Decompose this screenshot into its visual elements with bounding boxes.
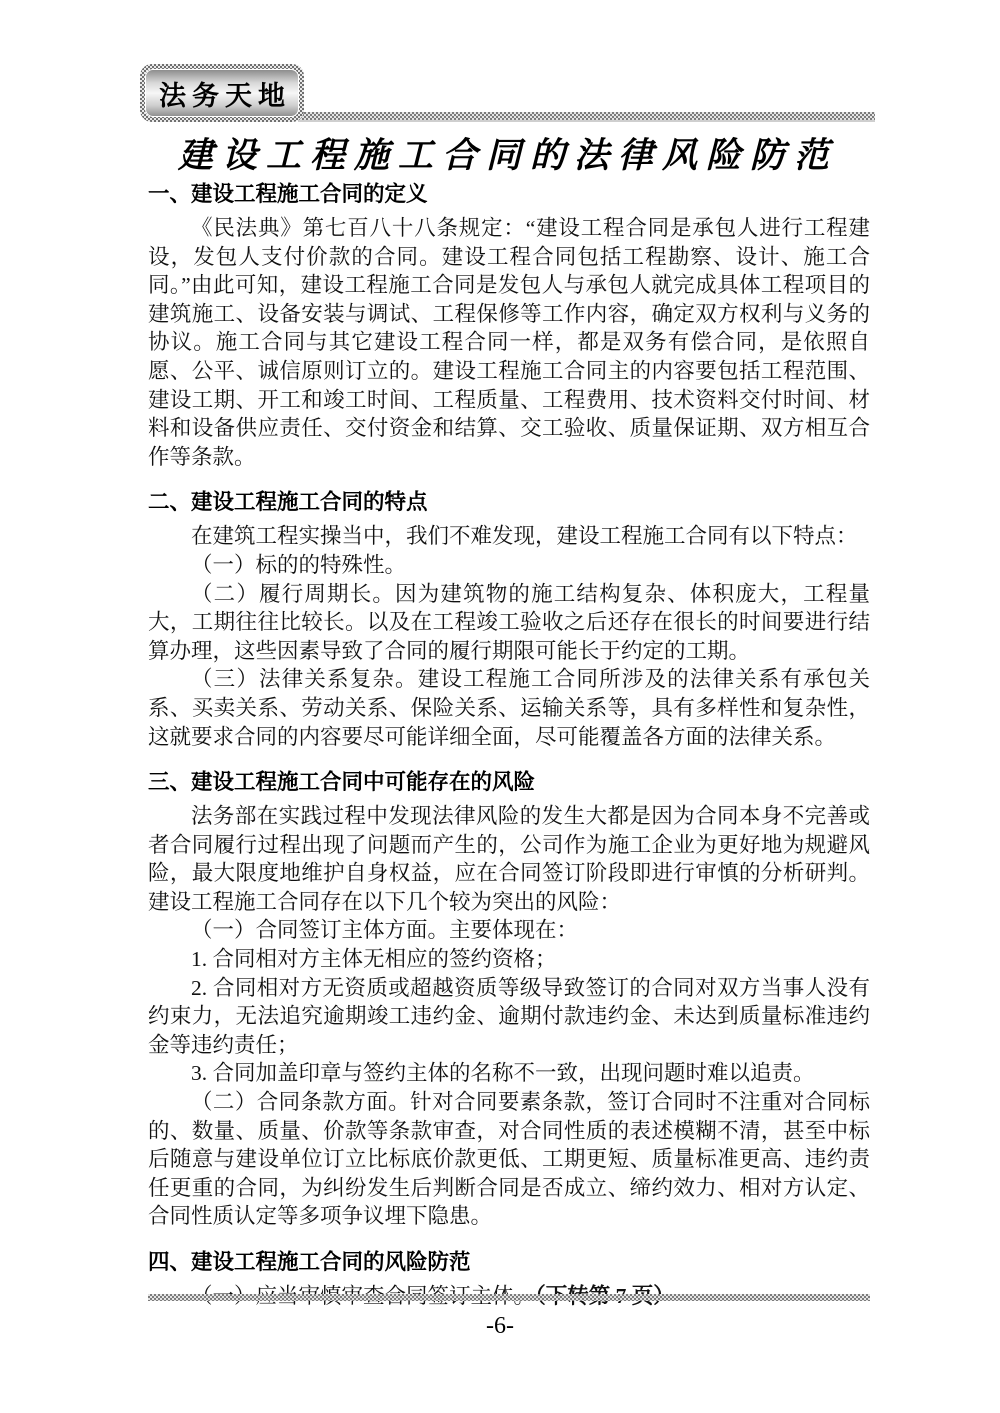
paragraph: 1. 合同相对方主体无相应的签约资格； — [191, 947, 557, 972]
section-heading: 二、建设工程施工合同的特点 — [148, 490, 428, 515]
section-prevention — [148, 1248, 870, 1311]
header-badge — [140, 64, 304, 122]
document-body — [148, 180, 870, 1311]
paragraph: 《民法典》第七百八十八条规定：“建设工程合同是承包人进行工程建设，发包人支付价款的合同。建设工程合同包括工程勘察、设计、施工合同。”由此可知，建设工程施工合同是发包人与承包人就完成具体工程项目的建筑施工、设备安装与调试、工程保修等工作内容，确定双方权利与义务的协议。施工合同与其它建设工程合同一样，都是双务有偿合同，是依照自愿、公平、诚信原则订立的。建设工程施工合同主的内容要包括工程范围、建设工期、开工和竣工时间、工程质量、工程费用、技术资料交付时间、材料和设备供应责任、交付资金和结算、交工验收、质量保证期、双方相互合作等条款。 — [148, 216, 870, 469]
paragraph: （一）标的的特殊性。 — [191, 552, 407, 577]
paragraph: 2. 合同相对方无资质或超越资质等级导致签订的合同对双方当事人没有约束力，无法追究逾期竣工违约金、逾期付款违约金、未达到质量标准违约金等违约责任； — [148, 975, 870, 1057]
section-definition — [148, 180, 870, 471]
section-heading: 四、建设工程施工合同的风险防范 — [148, 1250, 471, 1274]
section-heading: 一、建设工程施工合同的定义 — [148, 182, 428, 206]
paragraph: 3. 合同加盖印章与签约主体的名称不一致，出现问题时难以追责。 — [191, 1061, 815, 1086]
paragraph: 法务部在实践过程中发现法律风险的发生大都是因为合同本身不完善或者合同履行过程出现了问题而产生的，公司作为施工企业为更好地为规避风险，最大限度地维护自身权益，应在合同签订阶段即进行审慎的分析研判。建设工程施工合同存在以下几个较为突出的风险： — [148, 804, 870, 914]
paragraph: （三）法律关系复杂。建设工程施工合同所涉及的法律关系有承包关系、买卖关系、劳动关系、保险关系、运输关系等，具有多样性和复杂性，这就要求合同的内容要尽可能详细全面，尽可能覆盖各方面的法律关系。 — [148, 667, 870, 749]
header-badge-label: 法务天地 — [159, 80, 291, 111]
header-rule-bar — [298, 112, 875, 122]
section-characteristics — [148, 488, 870, 751]
page-number: -6- — [486, 1313, 514, 1339]
page-title: 建设工程施工合同的法律风险防范 — [177, 135, 838, 176]
section-heading: 三、建设工程施工合同中可能存在的风险 — [148, 770, 536, 795]
section-risks — [148, 768, 870, 1231]
header-badge-inner — [145, 69, 299, 117]
paragraph: （一）合同签订主体方面。主要体现在： — [191, 918, 579, 943]
footer-rule-bar — [148, 1294, 870, 1301]
paragraph: 在建筑工程实操当中，我们不难发现，建设工程施工合同有以下特点： — [191, 524, 858, 549]
paragraph: （二）履行周期长。因为建筑物的施工结构复杂、体积庞大，工程量大，工期往往比较长。以及在工程竣工验收之后还存在很长的时间要进行结算办理，这些因素导致了合同的履行期限可能长于约定的工期。 — [148, 581, 870, 663]
paragraph: （二）合同条款方面。针对合同要素条款，签订合同时不注重对合同标的、数量、质量、价款等条款审查，对合同性质的表述模糊不清，甚至中标后随意与建设单位订立比标底价款更低、工期更短、质量标准更高、违约责任更重的合同，为纠纷发生后判断合同是否成立、缔约效力、相对方认定、合同性质认定等多项争议埋下隐患。 — [148, 1090, 870, 1229]
